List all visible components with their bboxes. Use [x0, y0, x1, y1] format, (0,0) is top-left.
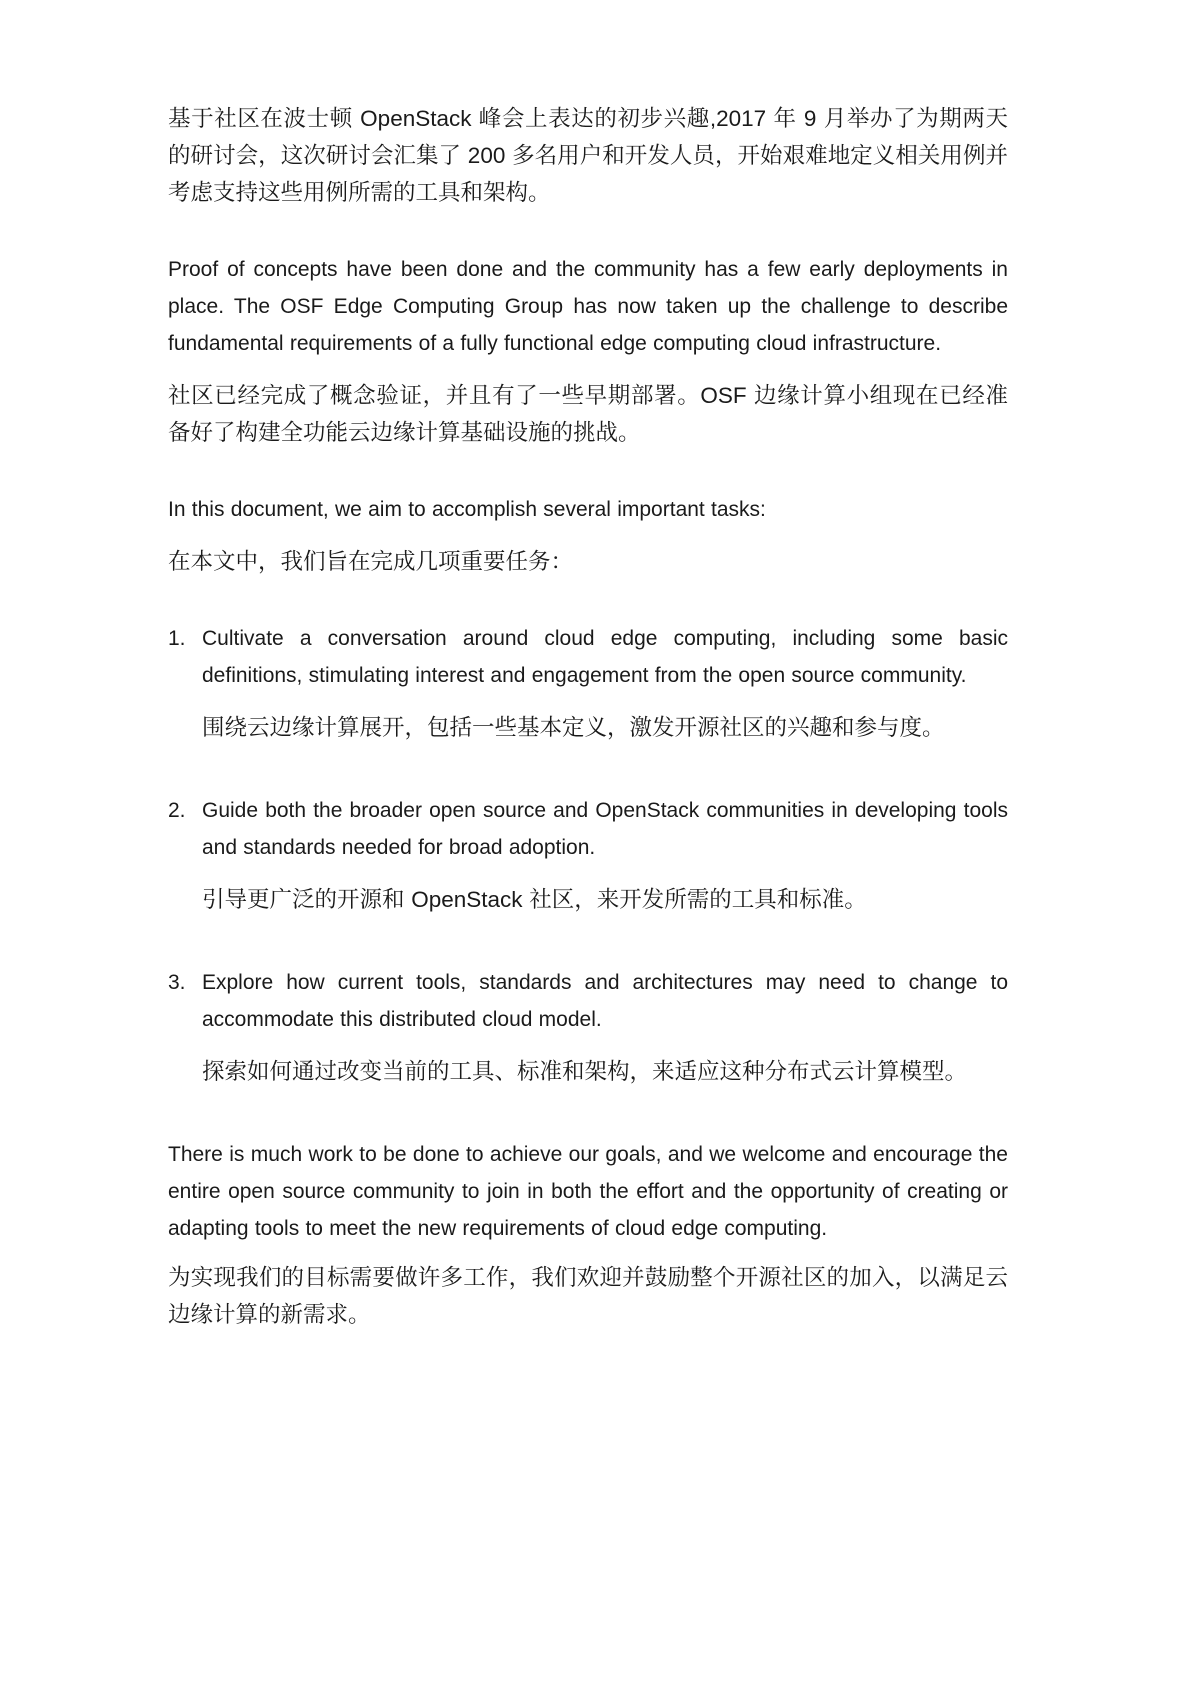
task-number: 1.: [168, 627, 186, 650]
tasks-intro-en: In this document, we aim to accomplish several important tasks:: [168, 498, 766, 521]
task-item-1: [168, 620, 1008, 792]
intro-paragraph-zh: 基于社区在波士顿 OpenStack 峰会上表达的初步兴趣,2017 年 9 月举办了为期两天的研讨会，这次研讨会汇集了 200 多名用户和开发人员，开始艰难地定义相关用例并考虑支持这些用例所需的工具和架构。: [168, 106, 1008, 205]
task-text-zh: 围绕云边缘计算展开，包括一些基本定义，激发开源社区的兴趣和参与度。: [202, 715, 945, 740]
task-body: [202, 964, 1008, 1136]
task-item-2: [168, 792, 1008, 964]
task-text-zh: 引导更广泛的开源和 OpenStack 社区，来开发所需的工具和标准。: [202, 887, 867, 912]
task-body: [202, 620, 1008, 792]
task-number: 2.: [168, 799, 186, 822]
poc-paragraph-zh: 社区已经完成了概念验证，并且有了一些早期部署。OSF 边缘计算小组现在已经准备好了构建全功能云边缘计算基础设施的挑战。: [168, 383, 1008, 445]
task-text-en: Guide both the broader open source and OpenStack communities in developing tools and standards needed for broad adoption.: [202, 799, 1008, 859]
closing-paragraph-en: There is much work to be done to achieve our goals, and we welcome and encourage the entire open source community to join in both the effort and the opportunity of creating or adapting tools to meet the new requirements of cloud edge computing.: [168, 1143, 1008, 1240]
tasks-intro-zh: 在本文中，我们旨在完成几项重要任务：: [168, 549, 574, 574]
task-text-zh: 探索如何通过改变当前的工具、标准和架构，来适应这种分布式云计算模型。: [202, 1059, 968, 1084]
task-body: [202, 792, 1008, 964]
task-number: 3.: [168, 971, 186, 994]
closing-paragraph-zh: 为实现我们的目标需要做许多工作，我们欢迎并鼓励整个开源社区的加入，以满足云边缘计算的新需求。: [168, 1265, 1008, 1327]
poc-paragraph-en: Proof of concepts have been done and the community has a few early deployments in place. The OSF Edge Computing Group has now taken up the challenge to describe fundamental requirements of a fully functional edge computing cloud infrastructure.: [168, 258, 1008, 355]
task-item-3: [168, 964, 1008, 1136]
task-list: [168, 620, 1008, 1136]
task-text-en: Explore how current tools, standards and architectures may need to change to accommodate this distributed cloud model.: [202, 971, 1008, 1031]
task-text-en: Cultivate a conversation around cloud edge computing, including some basic definitions, stimulating interest and engagement from the open source community.: [202, 627, 1008, 687]
